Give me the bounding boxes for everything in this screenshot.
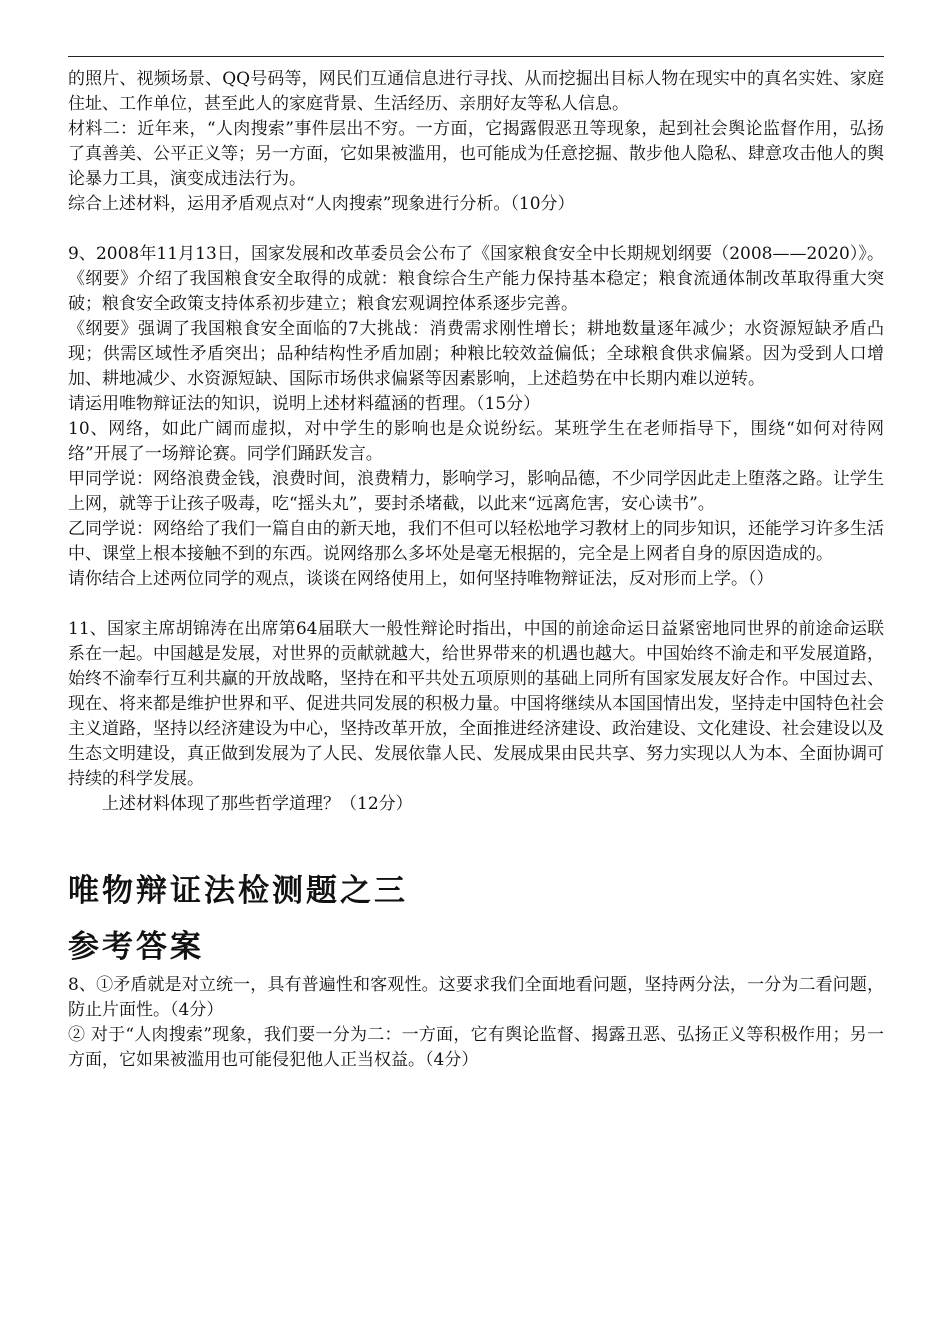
question-9-challenges: 《纲要》强调了我国粮食安全面临的7大挑战：消费需求刚性增长；耕地数量逐年减少；水资源短缺矛盾凸现；供需区域性矛盾突出；品种结构性矛盾加剧；种粮比较效益偏低；全球粮食供求偏紧。因为受到人口增加、耕地减少、水资源短缺、国际市场供求偏紧等因素影响，上述趋势在中长期内难以逆转。 xyxy=(68,319,884,389)
spacer xyxy=(68,217,884,242)
answer-8-point-1: 8、①矛盾就是对立统一，具有普遍性和客观性。这要求我们全面地看问题，坚持两分法，一分为二看问题，防止片面性。（4分） xyxy=(68,975,884,1020)
question-10-student-a: 甲同学说：网络浪费金钱，浪费时间，浪费精力，影响学习，影响品德，不少同学因此走上堕落之路。让学生上网，就等于让孩子吸毒，吃“摇头丸”，要封杀堵截，以此来“远离危害，安心读书”。 xyxy=(68,469,884,514)
spacer xyxy=(68,592,884,617)
question-8-prompt: 综合上述材料，运用矛盾观点对“人肉搜索”现象进行分析。（10分） xyxy=(68,194,575,214)
paragraph-material-two: 材料二：近年来，“人肉搜索”事件层出不穷。一方面，它揭露假恶丑等现象，起到社会舆论监督作用，弘扬了真善美、公平正义等；另一方面，它如果被滥用，也可能成为任意挖掘、散步他人隐私、肆意攻击他人的舆论暴力工具，演变成违法行为。 xyxy=(68,119,884,189)
paragraph-material-one-end: 的照片、视频场景、QQ号码等，网民们互通信息进行寻找、从而挖掘出目标人物在现实中的真名实姓、家庭住址、工作单位，甚至此人的家庭背景、生活经历、亲朋好友等私人信息。 xyxy=(68,69,884,114)
question-11-prompt: 上述材料体现了那些哲学道理？（12分） xyxy=(102,794,413,814)
question-10-intro: 10、网络，如此广阔而虚拟，对中学生的影响也是众说纷纭。某班学生在老师指导下，围绕“如何对待网络”开展了一场辩论赛。同学们踊跃发言。 xyxy=(68,419,884,464)
spacer xyxy=(68,817,884,869)
answers-title: 参考答案 xyxy=(68,929,204,965)
answer-8-point-2: ② 对于“人肉搜索”现象，我们要一分为二：一方面，它有舆论监督、揭露丑恶、弘扬正义等积极作用；另一方面，它如果被滥用也可能侵犯他人正当权益。（4分） xyxy=(68,1025,884,1070)
question-9-prompt: 请运用唯物辩证法的知识，说明上述材料蕴涵的哲理。（15分） xyxy=(68,394,541,414)
document-page xyxy=(68,56,884,1073)
question-11-material: 11、国家主席胡锦涛在出席第64届联大一般性辩论时指出，中国的前途命运日益紧密地同世界的前途命运联系在一起。中国越是发展，对世界的贡献就越大，给世界带来的机遇也越大。中国始终不渝走和平发展道路，始终不渝奉行互利共赢的开放战略，坚持在和平共处五项原则的基础上同所有国家发展友好合作。中国过去、现在、将来都是维护世界和平、促进共同发展的积极力量。中国将继续从本国国情出发，坚持走中国特色社会主义道路，坚持以经济建设为中心，坚持改革开放，全面推进经济建设、政治建设、文化建设、社会建设以及生态文明建设，真正做到发展为了人民、发展依靠人民、发展成果由民共享、努力实现以人为本、全面协调可持续的科学发展。 xyxy=(68,619,884,789)
question-10-student-b: 乙同学说：网络给了我们一篇自由的新天地，我们不但可以轻松地学习教材上的同步知识，还能学习许多生活中、课堂上根本接触不到的东西。说网络那么多坏处是毫无根据的，完全是上网者自身的原因造成的。 xyxy=(68,519,884,564)
header-rule xyxy=(68,56,884,57)
section-title: 唯物辩证法检测题之三 xyxy=(68,873,408,909)
question-9-intro: 9、2008年11月13日，国家发展和改革委员会公布了《国家粮食安全中长期规划纲要（2008——2020）》。《纲要》介绍了我国粮食安全取得的成就：粮食综合生产能力保持基本稳定；粮食流通体制改革取得重大突破；粮食安全政策支持体系初步建立；粮食宏观调控体系逐步完善。 xyxy=(68,244,884,314)
question-10-prompt: 请你结合上述两位同学的观点，谈谈在网络使用上，如何坚持唯物辩证法，反对形而上学。（） xyxy=(68,569,774,589)
